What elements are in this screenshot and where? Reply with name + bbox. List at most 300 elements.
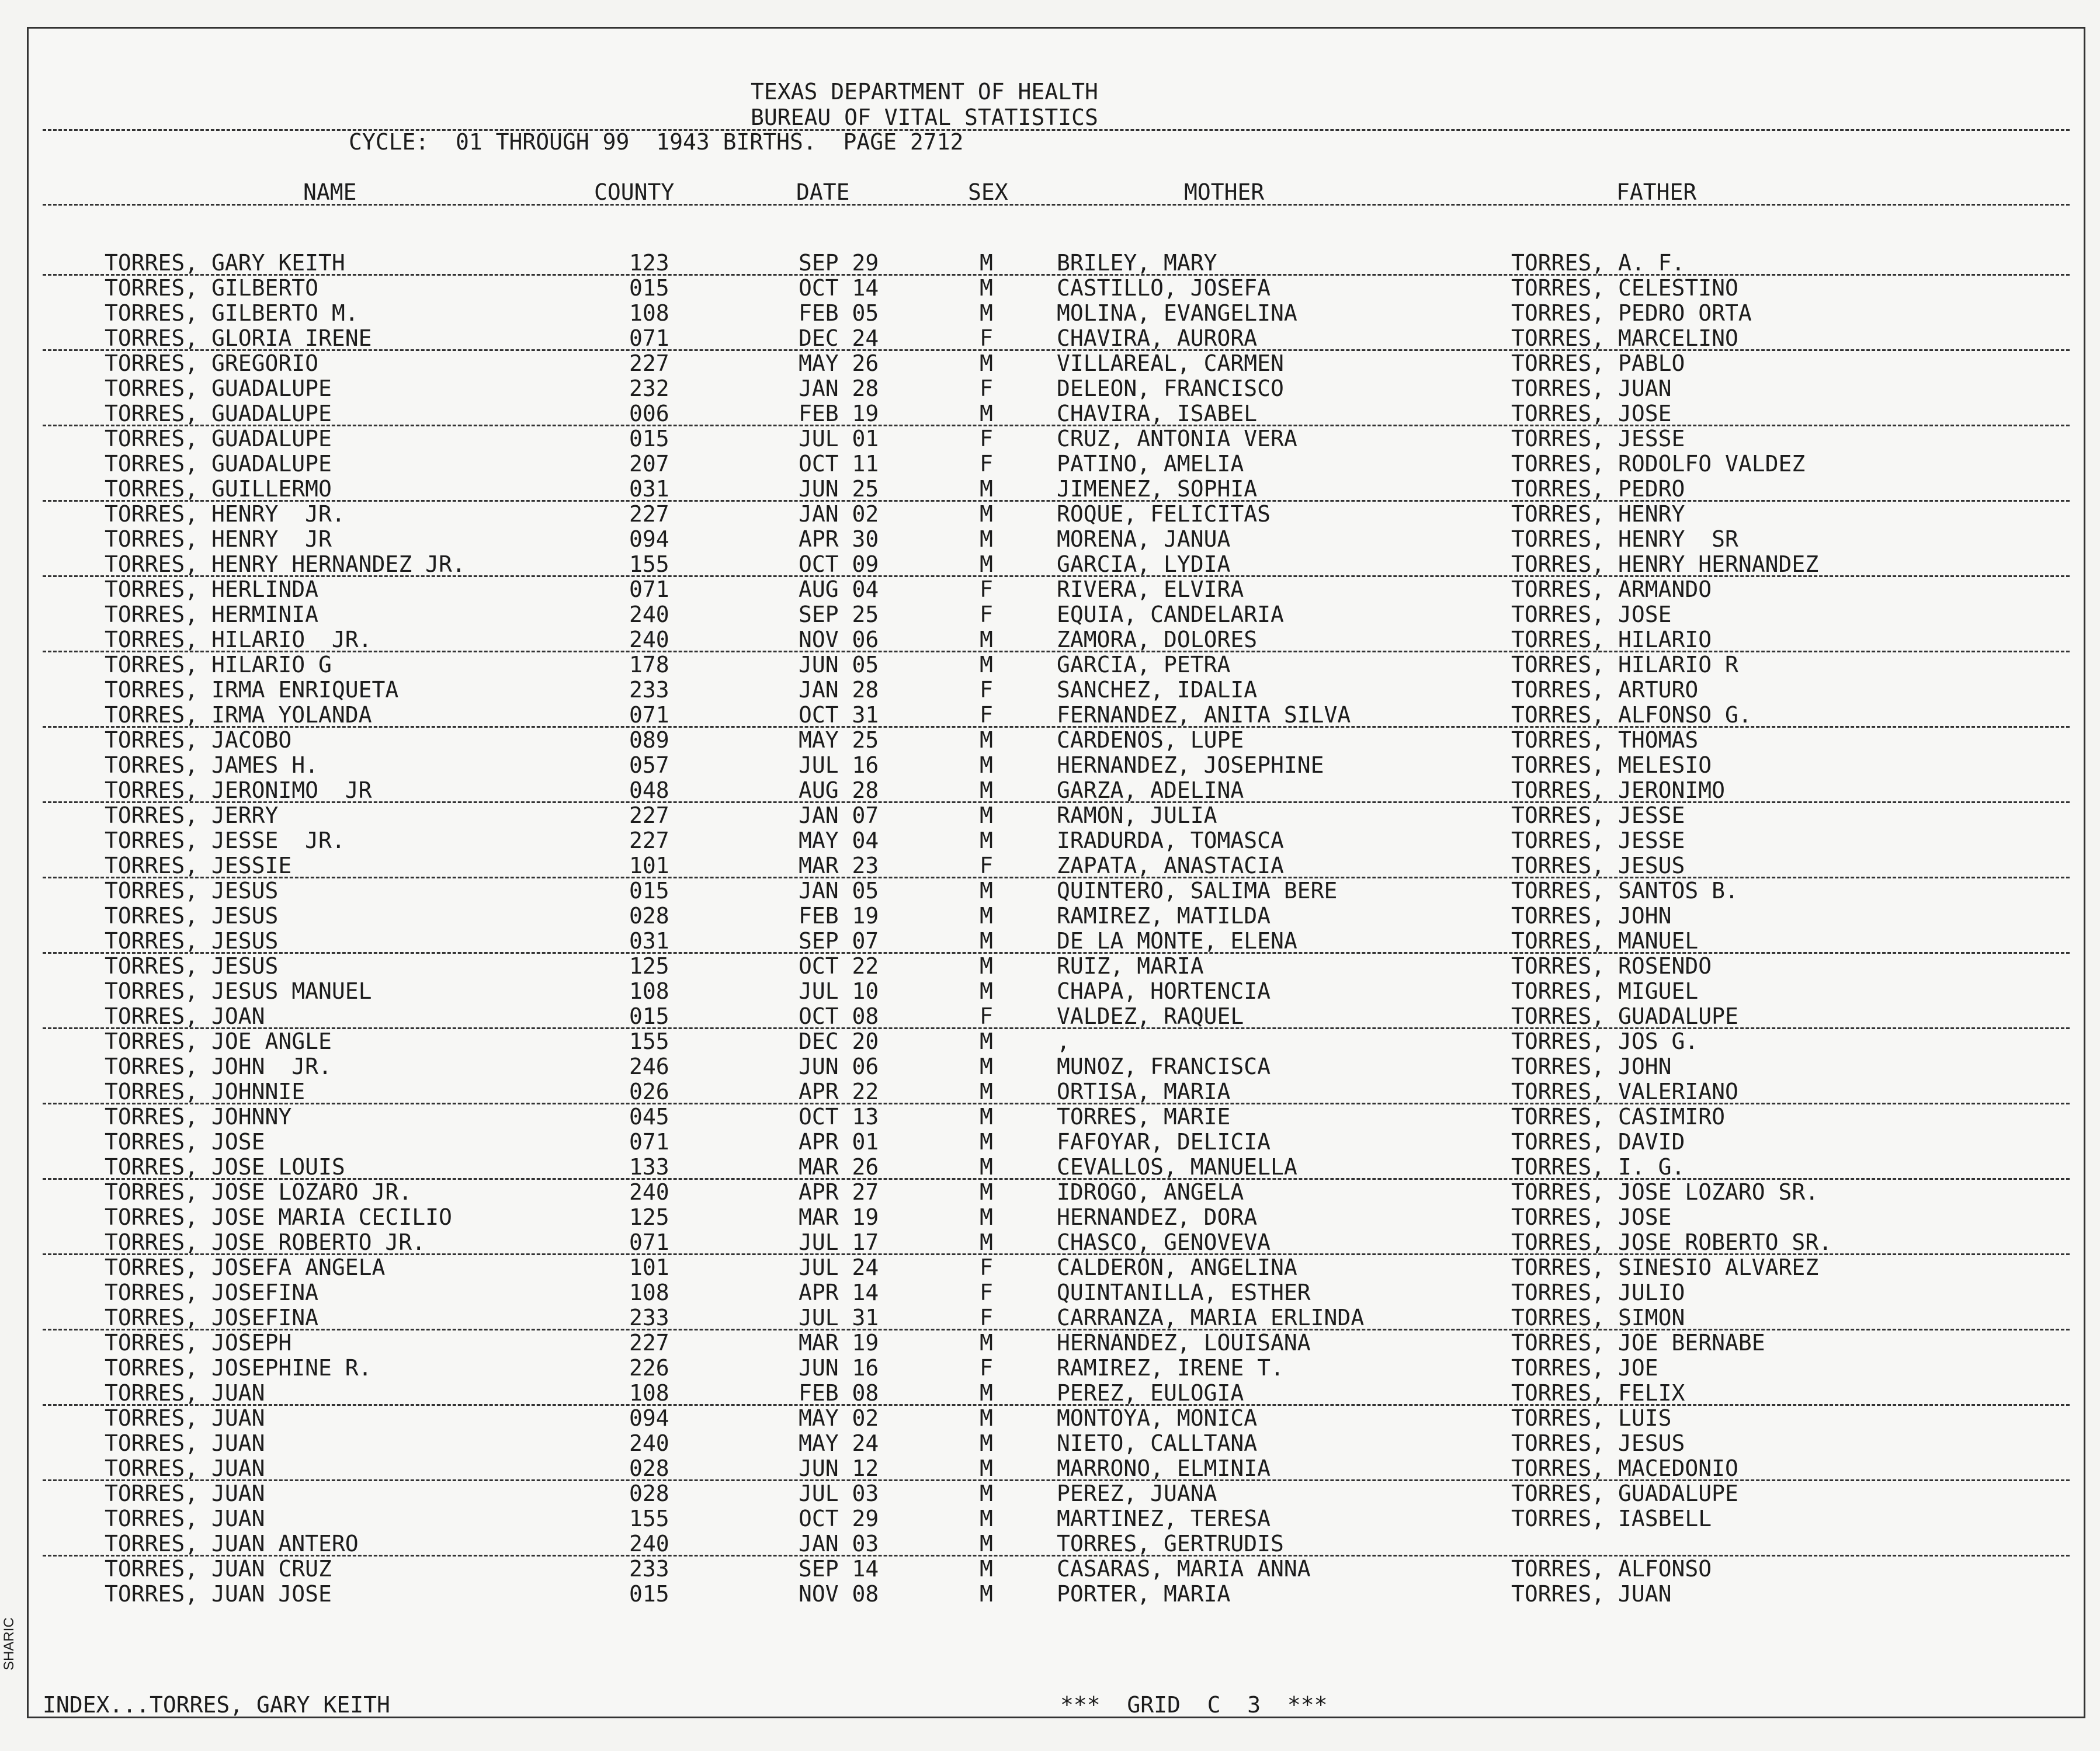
cell-name: TORRES, JOSE MARIA CECILIO [105, 1204, 452, 1230]
cell-date: JUL 24 [799, 1255, 879, 1280]
table-row [29, 527, 2084, 552]
table-row [29, 1381, 2084, 1406]
cell-father: TORRES, JOSE [1511, 602, 1672, 627]
table-row [29, 276, 2084, 301]
cell-county: 108 [629, 300, 669, 326]
cell-county: 207 [629, 451, 669, 477]
cell-date: FEB 05 [799, 300, 879, 326]
cell-date: MAY 25 [799, 727, 879, 753]
header-department: TEXAS DEPARTMENT OF HEALTH [751, 79, 1098, 105]
cell-county: 028 [629, 1481, 669, 1506]
cell-county: 101 [629, 853, 669, 878]
cell-father: TORRES, PABLO [1511, 350, 1685, 376]
cell-date: JAN 02 [799, 501, 879, 527]
table-row [29, 1531, 2084, 1557]
cell-date: OCT 22 [799, 953, 879, 979]
cell-date: MAR 19 [799, 1204, 879, 1230]
cell-father: TORRES, JULIO [1511, 1280, 1685, 1305]
cell-name: TORRES, JOSEPH [105, 1330, 292, 1356]
footer-index: INDEX...TORRES, GARY KEITH [43, 1692, 390, 1718]
header-bureau: BUREAU OF VITAL STATISTICS [751, 105, 1098, 130]
table-row [29, 828, 2084, 853]
cell-mother: PEREZ, JUANA [1057, 1481, 1217, 1506]
table-row [29, 1506, 2084, 1531]
cell-sex: M [980, 752, 993, 778]
cell-county: 123 [629, 250, 669, 276]
cell-name: TORRES, JERONIMO JR [105, 777, 372, 803]
table-row [29, 477, 2084, 502]
cell-name: TORRES, JUAN JOSE [105, 1581, 332, 1607]
cell-name: TORRES, GUADALUPE [105, 451, 332, 477]
table-row [29, 929, 2084, 954]
cell-father: TORRES, RODOLFO VALDEZ [1511, 451, 1806, 477]
cell-county: 155 [629, 1029, 669, 1054]
cell-father: TORRES, DAVID [1511, 1129, 1685, 1155]
table-row [29, 577, 2084, 602]
cell-date: MAY 02 [799, 1405, 879, 1431]
column-header-county: COUNTY [594, 179, 675, 205]
cell-sex: M [980, 1229, 993, 1255]
cell-father: TORRES, SANTOS B. [1511, 878, 1738, 904]
cell-name: TORRES, JUAN [105, 1506, 265, 1531]
cell-name: TORRES, JESUS [105, 953, 279, 979]
cell-sex: M [980, 526, 993, 552]
cell-father: TORRES, JOE [1511, 1355, 1658, 1381]
cell-county: 227 [629, 828, 669, 853]
cell-name: TORRES, JOSEFA ANGELA [105, 1255, 386, 1280]
table-row [29, 1230, 2084, 1255]
cell-date: JAN 28 [799, 677, 879, 703]
table-row [29, 1582, 2084, 1607]
cell-county: 233 [629, 1305, 669, 1330]
cell-sex: M [980, 1179, 993, 1205]
cell-father: TORRES, JOSE [1511, 1204, 1672, 1230]
cell-sex: M [980, 953, 993, 979]
cell-date: OCT 29 [799, 1506, 879, 1531]
cell-mother: SANCHEZ, IDALIA [1057, 677, 1258, 703]
cell-county: 094 [629, 526, 669, 552]
cell-date: JUN 16 [799, 1355, 879, 1381]
cell-sex: M [980, 828, 993, 853]
cell-father: TORRES, IASBELL [1511, 1506, 1712, 1531]
column-header-mother: MOTHER [1184, 179, 1265, 205]
table-row [29, 878, 2084, 904]
cell-sex: F [980, 1255, 993, 1280]
cell-sex: M [980, 1204, 993, 1230]
cell-county: 071 [629, 325, 669, 351]
table-row [29, 1130, 2084, 1155]
table-row [29, 401, 2084, 426]
cell-father: TORRES, ALFONSO [1511, 1556, 1712, 1582]
cell-date: AUG 04 [799, 576, 879, 602]
cell-mother: RAMON, JULIA [1057, 802, 1217, 828]
column-header-name: NAME [303, 179, 357, 205]
cell-mother: BRILEY, MARY [1057, 250, 1217, 276]
cell-father: TORRES, MELESIO [1511, 752, 1712, 778]
cell-mother: RIVERA, ELVIRA [1057, 576, 1244, 602]
cell-sex: F [980, 602, 993, 627]
cell-county: 015 [629, 1003, 669, 1029]
cell-name: TORRES, IRMA YOLANDA [105, 702, 372, 728]
table-row [29, 1004, 2084, 1029]
cell-date: SEP 29 [799, 250, 879, 276]
cell-county: 071 [629, 1229, 669, 1255]
cell-name: TORRES, HENRY HERNANDEZ JR. [105, 551, 466, 577]
cell-county: 227 [629, 501, 669, 527]
cell-date: JUL 31 [799, 1305, 879, 1330]
cell-mother: CARRANZA, MARIA ERLINDA [1057, 1305, 1365, 1330]
cell-name: TORRES, JOSE LOZARO JR. [105, 1179, 412, 1205]
cell-mother: CHAVIRA, ISABEL [1057, 401, 1258, 426]
table-row [29, 1557, 2084, 1582]
column-header-sex: SEX [968, 179, 1008, 205]
cell-father: TORRES, GUADALUPE [1511, 1003, 1738, 1029]
cell-date: OCT 13 [799, 1104, 879, 1130]
cell-father: TORRES, JESUS [1511, 1430, 1685, 1456]
cell-county: 232 [629, 376, 669, 401]
cell-name: TORRES, HENRY JR. [105, 501, 345, 527]
cell-name: TORRES, JOAN [105, 1003, 265, 1029]
cell-father: TORRES, JOE BERNABE [1511, 1330, 1765, 1356]
cell-mother: DE LA MONTE, ELENA [1057, 928, 1297, 954]
cell-father: TORRES, PEDRO ORTA [1511, 300, 1752, 326]
cell-county: 233 [629, 677, 669, 703]
cell-name: TORRES, GUADALUPE [105, 376, 332, 401]
table-row [29, 1305, 2084, 1330]
cell-father: TORRES, CELESTINO [1511, 275, 1738, 301]
cell-sex: M [980, 1129, 993, 1155]
cell-sex: M [980, 1054, 993, 1079]
cell-sex: M [980, 1029, 993, 1054]
table-row [29, 351, 2084, 376]
cell-mother: PORTER, MARIA [1057, 1581, 1231, 1607]
cell-county: 227 [629, 350, 669, 376]
cell-name: TORRES, JUAN CRUZ [105, 1556, 332, 1582]
cell-father: TORRES, CASIMIRO [1511, 1104, 1726, 1130]
cell-county: 015 [629, 878, 669, 904]
cell-father: TORRES, JOSE ROBERTO SR. [1511, 1229, 1832, 1255]
cell-date: JUN 05 [799, 652, 879, 678]
table-row [29, 451, 2084, 477]
cell-father: TORRES, JESUS [1511, 853, 1685, 878]
cell-name: TORRES, HILARIO JR. [105, 627, 372, 652]
cell-father: TORRES, JOSE LOZARO SR. [1511, 1179, 1819, 1205]
cell-date: APR 30 [799, 526, 879, 552]
cell-county: 006 [629, 401, 669, 426]
cell-father: TORRES, HENRY [1511, 501, 1685, 527]
cell-date: FEB 19 [799, 401, 879, 426]
cell-father: TORRES, HENRY SR [1511, 526, 1738, 552]
cell-sex: F [980, 853, 993, 878]
cell-name: TORRES, JUAN [105, 1430, 265, 1456]
table-row [29, 703, 2084, 728]
cell-date: JUL 03 [799, 1481, 879, 1506]
cell-mother: CHASCO, GENOVEVA [1057, 1229, 1271, 1255]
cell-name: TORRES, JESUS MANUEL [105, 978, 372, 1004]
cell-county: 178 [629, 652, 669, 678]
cell-name: TORRES, JOHNNIE [105, 1079, 306, 1104]
table-row [29, 602, 2084, 627]
cell-sex: M [980, 928, 993, 954]
cell-date: DEC 24 [799, 325, 879, 351]
cell-father: TORRES, JUAN [1511, 1581, 1672, 1607]
cell-date: OCT 11 [799, 451, 879, 477]
cell-county: 015 [629, 275, 669, 301]
cell-mother: VILLAREAL, CARMEN [1057, 350, 1284, 376]
cell-name: TORRES, HILARIO G [105, 652, 332, 678]
cell-mother: CASARAS, MARIA ANNA [1057, 1556, 1311, 1582]
cell-name: TORRES, JESSE JR. [105, 828, 345, 853]
side-label: SHARIC [1, 1617, 17, 1670]
cell-father: TORRES, MIGUEL [1511, 978, 1699, 1004]
cell-sex: M [980, 1556, 993, 1582]
footer-grid: *** GRID C 3 *** [1060, 1692, 1328, 1718]
cell-sex: M [980, 652, 993, 678]
cell-mother: ORTISA, MARIA [1057, 1079, 1231, 1104]
cell-father: TORRES, SINESIO ALVAREZ [1511, 1255, 1819, 1280]
cell-sex: M [980, 1531, 993, 1557]
cell-sex: M [980, 978, 993, 1004]
cell-date: MAR 19 [799, 1330, 879, 1356]
cell-name: TORRES, JUAN [105, 1455, 265, 1481]
cell-mother: CRUZ, ANTONIA VERA [1057, 426, 1297, 451]
cell-county: 048 [629, 777, 669, 803]
cell-date: NOV 06 [799, 627, 879, 652]
cell-name: TORRES, JESUS [105, 878, 279, 904]
cell-county: 026 [629, 1079, 669, 1104]
cell-sex: M [980, 250, 993, 276]
cell-sex: M [980, 551, 993, 577]
cell-father: TORRES, MACEDONIO [1511, 1455, 1738, 1481]
cell-father: TORRES, JESSE [1511, 802, 1685, 828]
cell-mother: CASTILLO, JOSEFA [1057, 275, 1271, 301]
cell-date: JAN 07 [799, 802, 879, 828]
cell-county: 155 [629, 551, 669, 577]
cell-county: 125 [629, 1204, 669, 1230]
cell-mother: MORENA, JANUA [1057, 526, 1231, 552]
cell-father: TORRES, JOSE [1511, 401, 1672, 426]
cell-county: 240 [629, 1430, 669, 1456]
cell-county: 071 [629, 702, 669, 728]
cell-sex: M [980, 401, 993, 426]
cell-sex: F [980, 376, 993, 401]
table-row [29, 1456, 2084, 1481]
table-row [29, 1280, 2084, 1305]
table-row [29, 853, 2084, 878]
cell-name: TORRES, GUADALUPE [105, 426, 332, 451]
cell-mother: FAFOYAR, DELICIA [1057, 1129, 1271, 1155]
table-row [29, 1255, 2084, 1280]
cell-mother: HERNANDEZ, DORA [1057, 1204, 1258, 1230]
cell-county: 240 [629, 602, 669, 627]
cell-county: 031 [629, 476, 669, 502]
cell-date: SEP 07 [799, 928, 879, 954]
cell-mother: MARRONO, ELMINIA [1057, 1455, 1271, 1481]
table-row [29, 1356, 2084, 1381]
cell-name: TORRES, GLORIA IRENE [105, 325, 372, 351]
cell-mother: RAMIREZ, MATILDA [1057, 903, 1271, 929]
cell-county: 233 [629, 1556, 669, 1582]
cell-mother: TORRES, MARIE [1057, 1104, 1231, 1130]
cell-father: TORRES, HENRY HERNANDEZ [1511, 551, 1819, 577]
cell-county: 125 [629, 953, 669, 979]
cell-sex: M [980, 727, 993, 753]
cell-sex: F [980, 1305, 993, 1330]
cell-county: 071 [629, 1129, 669, 1155]
cell-mother: FERNANDEZ, ANITA SILVA [1057, 702, 1351, 728]
cell-father: TORRES, JESSE [1511, 828, 1685, 853]
cell-date: APR 01 [799, 1129, 879, 1155]
cell-name: TORRES, GREGORIO [105, 350, 319, 376]
cell-county: 028 [629, 1455, 669, 1481]
cell-county: 155 [629, 1506, 669, 1531]
cell-date: APR 27 [799, 1179, 879, 1205]
cell-county: 227 [629, 802, 669, 828]
cell-mother: CHAVIRA, AURORA [1057, 325, 1258, 351]
cell-sex: M [980, 1506, 993, 1531]
table-row [29, 376, 2084, 401]
table-row [29, 1481, 2084, 1506]
header-cycle: CYCLE: 01 THROUGH 99 1943 BIRTHS. PAGE 2712 [349, 129, 964, 155]
cell-sex: M [980, 777, 993, 803]
cell-mother: JIMENEZ, SOPHIA [1057, 476, 1258, 502]
cell-sex: M [980, 501, 993, 527]
cell-father: TORRES, JOHN [1511, 1054, 1672, 1079]
cell-date: MAY 04 [799, 828, 879, 853]
cell-date: APR 14 [799, 1280, 879, 1305]
cell-sex: F [980, 1003, 993, 1029]
cell-mother: TORRES, GERTRUDIS [1057, 1531, 1284, 1557]
cell-date: JUL 16 [799, 752, 879, 778]
cell-name: TORRES, GUADALUPE [105, 401, 332, 426]
table-row [29, 904, 2084, 929]
cell-sex: M [980, 1481, 993, 1506]
cell-name: TORRES, JOSEFINA [105, 1305, 319, 1330]
cell-father: TORRES, MARCELINO [1511, 325, 1738, 351]
cell-mother: ZAPATA, ANASTACIA [1057, 853, 1284, 878]
cell-county: 227 [629, 1330, 669, 1356]
cell-name: TORRES, JOSEFINA [105, 1280, 319, 1305]
cell-name: TORRES, JOSE LOUIS [105, 1154, 345, 1180]
cell-mother: GARCIA, LYDIA [1057, 551, 1231, 577]
cell-mother: VALDEZ, RAQUEL [1057, 1003, 1244, 1029]
cell-father: TORRES, GUADALUPE [1511, 1481, 1738, 1506]
table-row [29, 1104, 2084, 1130]
cell-county: 240 [629, 1179, 669, 1205]
cell-sex: M [980, 350, 993, 376]
table-row [29, 1180, 2084, 1205]
cell-sex: M [980, 1405, 993, 1431]
cell-date: JUN 25 [799, 476, 879, 502]
cell-date: OCT 14 [799, 275, 879, 301]
cell-sex: F [980, 325, 993, 351]
cell-county: 094 [629, 1405, 669, 1431]
cell-mother: HERNANDEZ, LOUISANA [1057, 1330, 1311, 1356]
table-row [29, 728, 2084, 753]
table-row [29, 326, 2084, 351]
cell-date: JAN 05 [799, 878, 879, 904]
cell-name: TORRES, HENRY JR [105, 526, 332, 552]
cell-father: TORRES, I. G. [1511, 1154, 1685, 1180]
cell-date: JUN 06 [799, 1054, 879, 1079]
table-row [29, 954, 2084, 979]
cell-date: MAY 26 [799, 350, 879, 376]
cell-father: TORRES, A. F. [1511, 250, 1685, 276]
cell-sex: M [980, 1455, 993, 1481]
column-header-date: DATE [796, 179, 850, 205]
cell-sex: F [980, 576, 993, 602]
cell-name: TORRES, JAMES H. [105, 752, 319, 778]
cell-father: TORRES, HILARIO R [1511, 652, 1738, 678]
cell-father: TORRES, THOMAS [1511, 727, 1699, 753]
cell-county: 240 [629, 1531, 669, 1557]
table-row [29, 1054, 2084, 1079]
cell-mother: MARTINEZ, TERESA [1057, 1506, 1271, 1531]
cell-name: TORRES, JERRY [105, 802, 279, 828]
cell-mother: NIETO, CALLTANA [1057, 1430, 1258, 1456]
cell-name: TORRES, JUAN [105, 1380, 265, 1406]
cell-name: TORRES, JUAN ANTERO [105, 1531, 359, 1557]
cell-mother: MONTOYA, MONICA [1057, 1405, 1258, 1431]
cell-date: FEB 08 [799, 1380, 879, 1406]
cell-father: TORRES, VALERIANO [1511, 1079, 1738, 1104]
cell-name: TORRES, JACOBO [105, 727, 292, 753]
cell-mother: HERNANDEZ, JOSEPHINE [1057, 752, 1324, 778]
cell-mother: CARDENOS, LUPE [1057, 727, 1244, 753]
cell-county: 045 [629, 1104, 669, 1130]
cell-name: TORRES, JOHN JR. [105, 1054, 332, 1079]
cell-county: 057 [629, 752, 669, 778]
table-row [29, 627, 2084, 652]
cell-mother: DELEON, FRANCISCO [1057, 376, 1284, 401]
cell-sex: M [980, 1380, 993, 1406]
cell-date: APR 22 [799, 1079, 879, 1104]
cell-mother: RAMIREZ, IRENE T. [1057, 1355, 1284, 1381]
table-row [29, 1205, 2084, 1230]
cell-mother: IRADURDA, TOMASCA [1057, 828, 1284, 853]
cell-name: TORRES, JUAN [105, 1405, 265, 1431]
cell-sex: F [980, 677, 993, 703]
cell-mother: IDROGO, ANGELA [1057, 1179, 1244, 1205]
table-row [29, 1029, 2084, 1054]
table-row [29, 301, 2084, 326]
cell-date: JAN 03 [799, 1531, 879, 1557]
cell-father: TORRES, ROSENDO [1511, 953, 1712, 979]
cell-name: TORRES, JOSE [105, 1129, 265, 1155]
document-page [27, 27, 2085, 1718]
cell-name: TORRES, GUILLERMO [105, 476, 332, 502]
cell-father: TORRES, LUIS [1511, 1405, 1672, 1431]
cell-county: 101 [629, 1255, 669, 1280]
table-row [29, 652, 2084, 678]
cell-date: MAR 26 [799, 1154, 879, 1180]
cell-sex: F [980, 451, 993, 477]
cell-sex: M [980, 903, 993, 929]
cell-date: OCT 08 [799, 1003, 879, 1029]
table-row [29, 1079, 2084, 1104]
cell-date: OCT 09 [799, 551, 879, 577]
cell-sex: M [980, 300, 993, 326]
cell-date: JUL 01 [799, 426, 879, 451]
cell-county: 108 [629, 1380, 669, 1406]
cell-sex: F [980, 1355, 993, 1381]
cell-name: TORRES, IRMA ENRIQUETA [105, 677, 399, 703]
cell-name: TORRES, JESUS [105, 928, 279, 954]
table-row [29, 678, 2084, 703]
cell-father: TORRES, HILARIO [1511, 627, 1712, 652]
cell-date: JAN 28 [799, 376, 879, 401]
cell-mother: ZAMORA, DOLORES [1057, 627, 1258, 652]
